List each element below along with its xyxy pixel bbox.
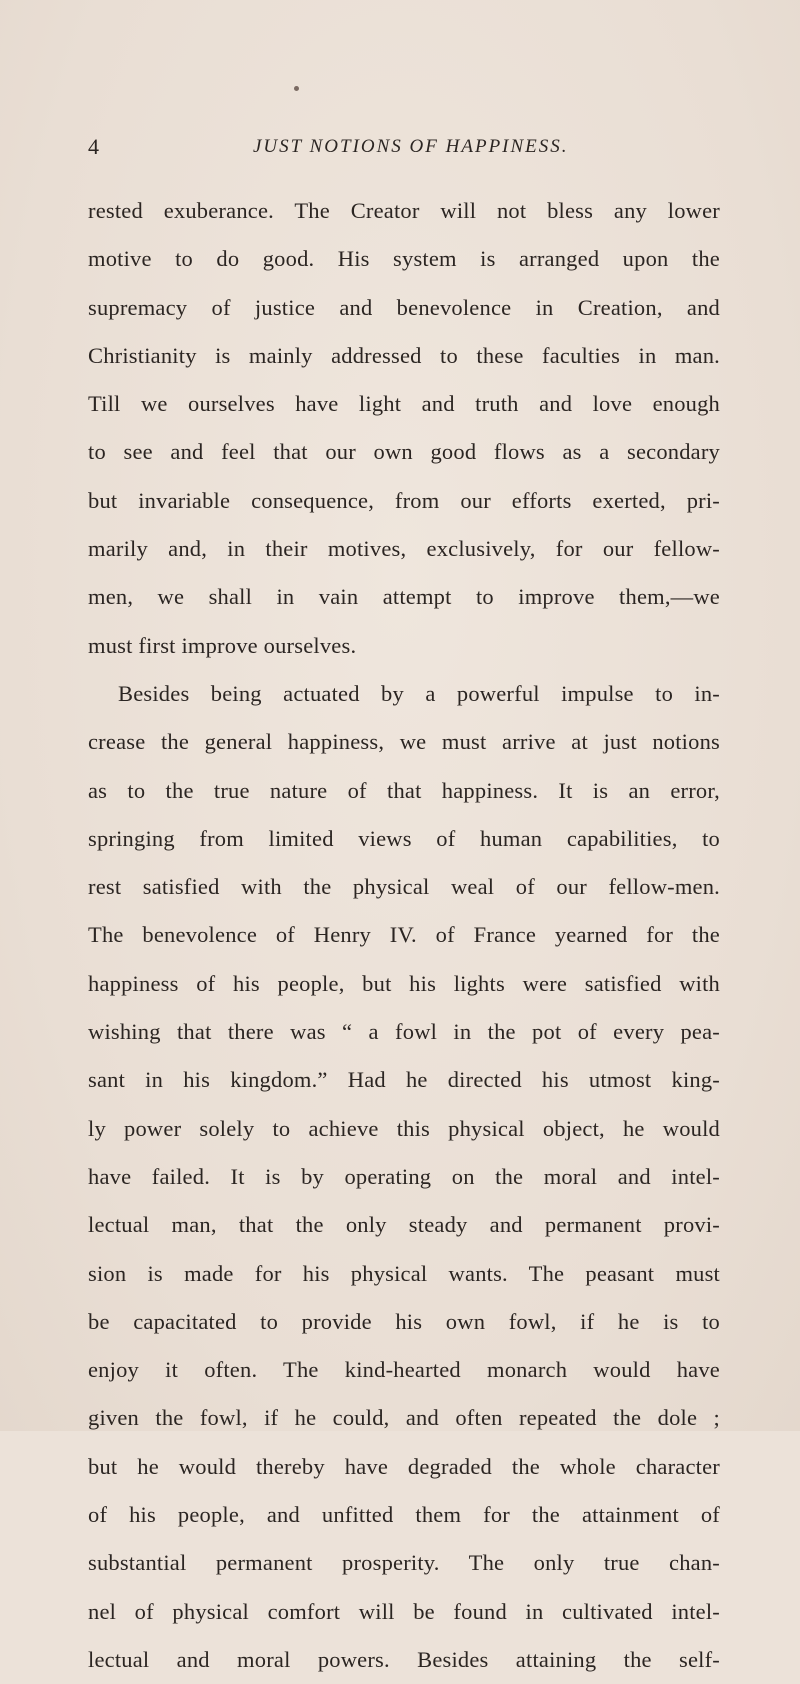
text-line: men, we shall in vain attempt to improve them,—we (88, 584, 720, 610)
text-line: have failed. It is by operating on the moral and intel- (88, 1163, 720, 1189)
text-line: nel of physical comfort will be found in cultivated intel- (88, 1598, 720, 1624)
page-header (88, 134, 708, 164)
text-line: rested exuberance. The Creator will not bless any lower (88, 198, 720, 223)
ink-speck (294, 86, 299, 91)
text-line: substantial permanent prosperity. The only true chan- (88, 1550, 720, 1576)
text-line: to see and feel that our own good flows as a secondary (88, 439, 720, 465)
text-line: springing from limited views of human capabilities, to (88, 825, 720, 851)
text-line: but he would thereby have degraded the whole character (88, 1453, 720, 1479)
text-line: Christianity is mainly addressed to these faculties in man. (88, 342, 720, 368)
text-line: given the fowl, if he could, and often repeated the dole ; (88, 1405, 720, 1431)
text-line: The benevolence of Henry IV. of France yearned for the (88, 922, 720, 948)
text-line: rest satisfied with the physical weal of our fellow-men. (88, 874, 720, 900)
paragraph-end-line: must first improve ourselves. (88, 632, 357, 658)
text-line: lectual man, that the only steady and permanent provi- (88, 1212, 720, 1238)
text-line: motive to do good. His system is arranged upon the (88, 246, 720, 272)
text-line: of his people, and unfitted them for the attainment of (88, 1502, 720, 1528)
text-line: happiness of his people, but his lights were satisfied with (88, 970, 720, 996)
text-line: sant in his kingdom.” Had he directed his utmost king- (88, 1067, 720, 1093)
text-line: enjoy it often. The kind-hearted monarch would have (88, 1357, 720, 1383)
text-line: wishing that there was “ a fowl in the pot of every pea- (88, 1019, 720, 1045)
body-text (88, 187, 720, 1684)
text-line: crease the general happiness, we must arrive at just notions (88, 729, 720, 755)
text-line: but invariable consequence, from our efforts exerted, pri- (88, 487, 720, 513)
text-line: supremacy of justice and benevolence in Creation, and (88, 294, 720, 320)
text-line: as to the true nature of that happiness. It is an error, (88, 777, 720, 803)
page-number: 4 (88, 134, 100, 159)
text-line: be capacitated to provide his own fowl, if he is to (88, 1308, 720, 1334)
paragraph-start-line: Besides being actuated by a powerful impulse to in- (118, 680, 720, 706)
text-line: lectual and moral powers. Besides attaining the self- (88, 1646, 720, 1672)
text-line: marily and, in their motives, exclusively, for our fellow- (88, 536, 720, 562)
text-line: sion is made for his physical wants. The peasant must (88, 1260, 720, 1286)
text-line: ly power solely to achieve this physical object, he would (88, 1115, 720, 1141)
text-line: Till we ourselves have light and truth and love enough (88, 391, 720, 417)
running-title: JUST NOTIONS OF HAPPINESS. (253, 136, 569, 157)
